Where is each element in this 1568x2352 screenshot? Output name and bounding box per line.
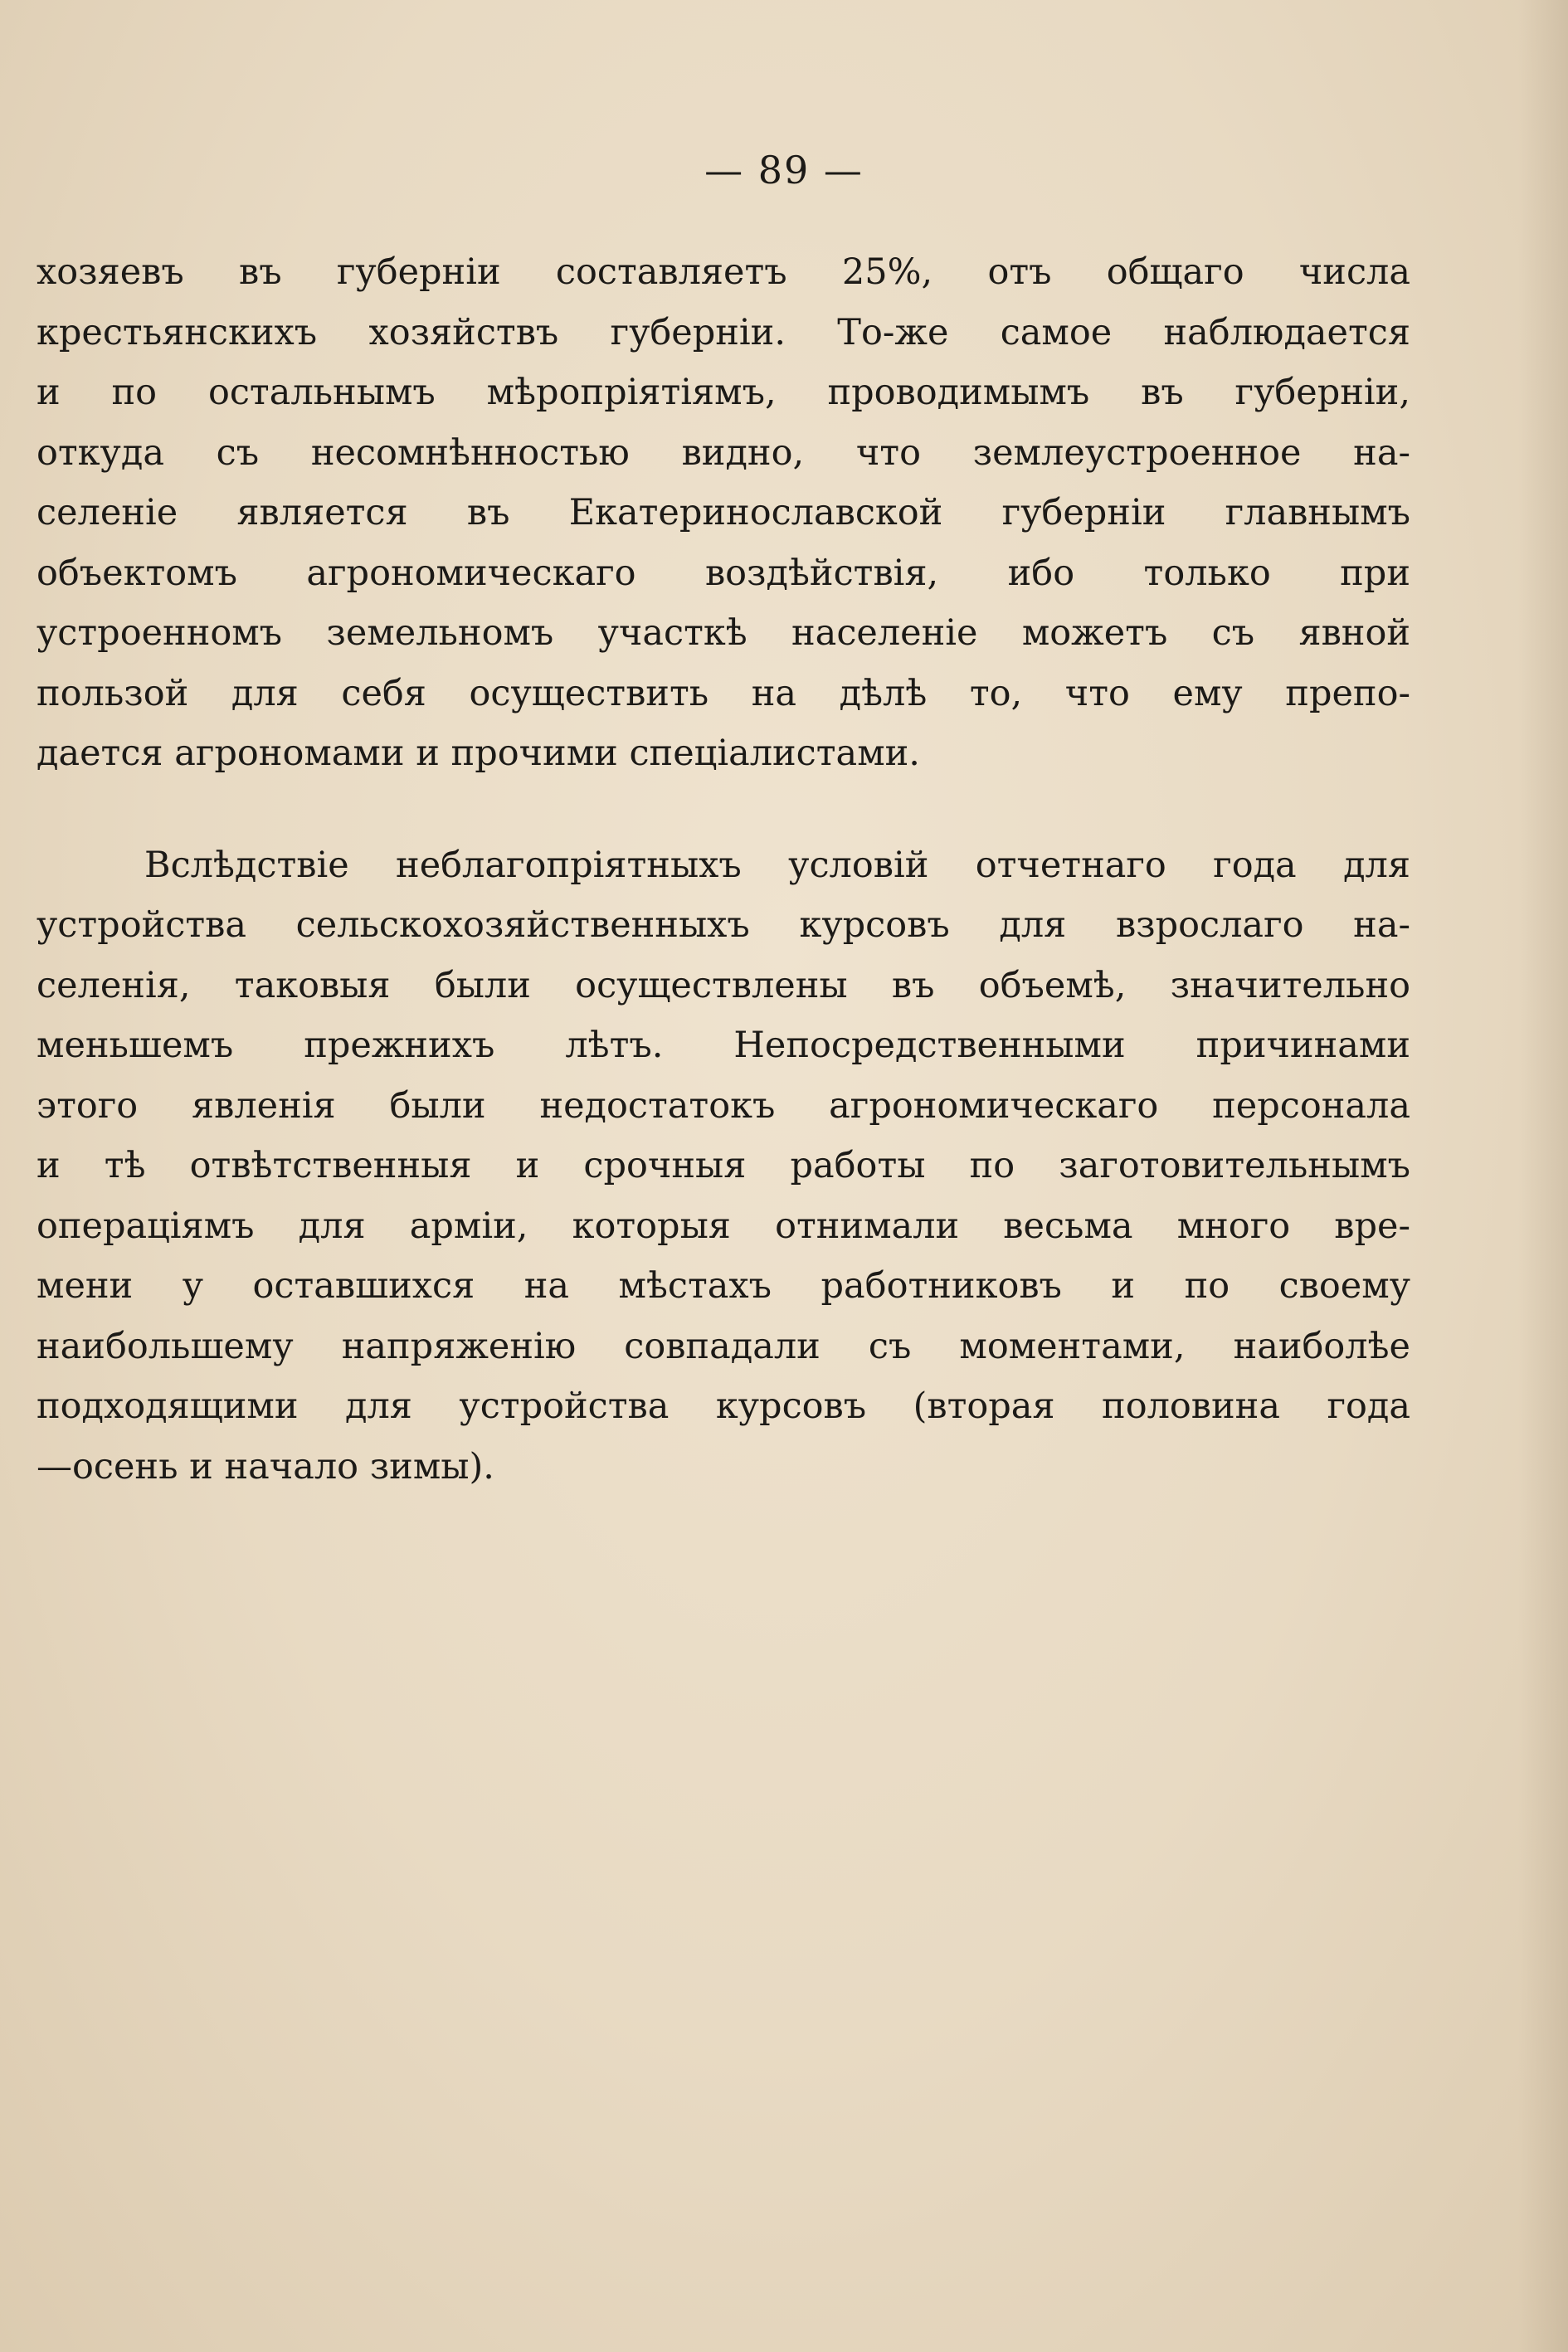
text-line: устроенномъ земельномъ участкѣ населеніе можетъ съ явной bbox=[37, 612, 1410, 654]
text-line: Вслѣдствіе неблагопріятныхъ условій отчетнаго года для bbox=[144, 844, 1410, 886]
page-number: — 89 — bbox=[704, 148, 864, 192]
paragraph-2 bbox=[37, 835, 1410, 1497]
text-line: устройства сельскохозяйственныхъ курсовъ для взрослаго на- bbox=[37, 904, 1410, 946]
text-line: объектомъ агрономическаго воздѣйствія, ибо только при bbox=[37, 552, 1410, 594]
body-text bbox=[37, 242, 1410, 1497]
text-line: этого явленія были недостатокъ агрономическаго персонала bbox=[37, 1084, 1410, 1127]
paragraph-1 bbox=[37, 242, 1410, 784]
text-line: наибольшему напряженію совпадали съ моментами, наиболѣе bbox=[37, 1325, 1410, 1367]
text-line: селенія, таковыя были осуществлены въ объемѣ, значительно bbox=[37, 964, 1410, 1006]
text-line: селеніе является въ Екатеринославской губерніи главнымъ bbox=[37, 492, 1410, 533]
text-line: крестьянскихъ хозяйствъ губерніи. То-же самое наблюдается bbox=[37, 311, 1410, 353]
text-line: —осень и начало зимы). bbox=[37, 1445, 494, 1488]
text-line: и по остальнымъ мѣропріятіямъ, проводимымъ въ губерніи, bbox=[37, 372, 1410, 413]
text-line: пользой для себя осуществить на дѣлѣ то, что ему препо- bbox=[37, 672, 1410, 714]
text-line: подходящими для устройства курсовъ (вторая половина года bbox=[37, 1385, 1410, 1427]
text-line: и тѣ отвѣтственныя и срочныя работы по заготовительнымъ bbox=[37, 1145, 1410, 1186]
text-line: откуда съ несомнѣнностью видно, что землеустроенное на- bbox=[37, 431, 1410, 474]
text-line: операціямъ для арміи, которыя отнимали весьма много вре- bbox=[37, 1205, 1410, 1247]
text-line: меньшемъ прежнихъ лѣтъ. Непосредственными причинами bbox=[37, 1025, 1410, 1066]
page-edge-shadow bbox=[1518, 0, 1568, 2352]
paragraph-spacer bbox=[37, 784, 1410, 835]
text-line: мени у оставшихся на мѣстахъ работниковъ и по своему bbox=[37, 1265, 1410, 1307]
text-line: хозяевъ въ губерніи составляетъ 25%, отъ общаго числа bbox=[37, 251, 1410, 293]
text-line: дается агрономами и прочими спеціалистами. bbox=[37, 733, 920, 774]
